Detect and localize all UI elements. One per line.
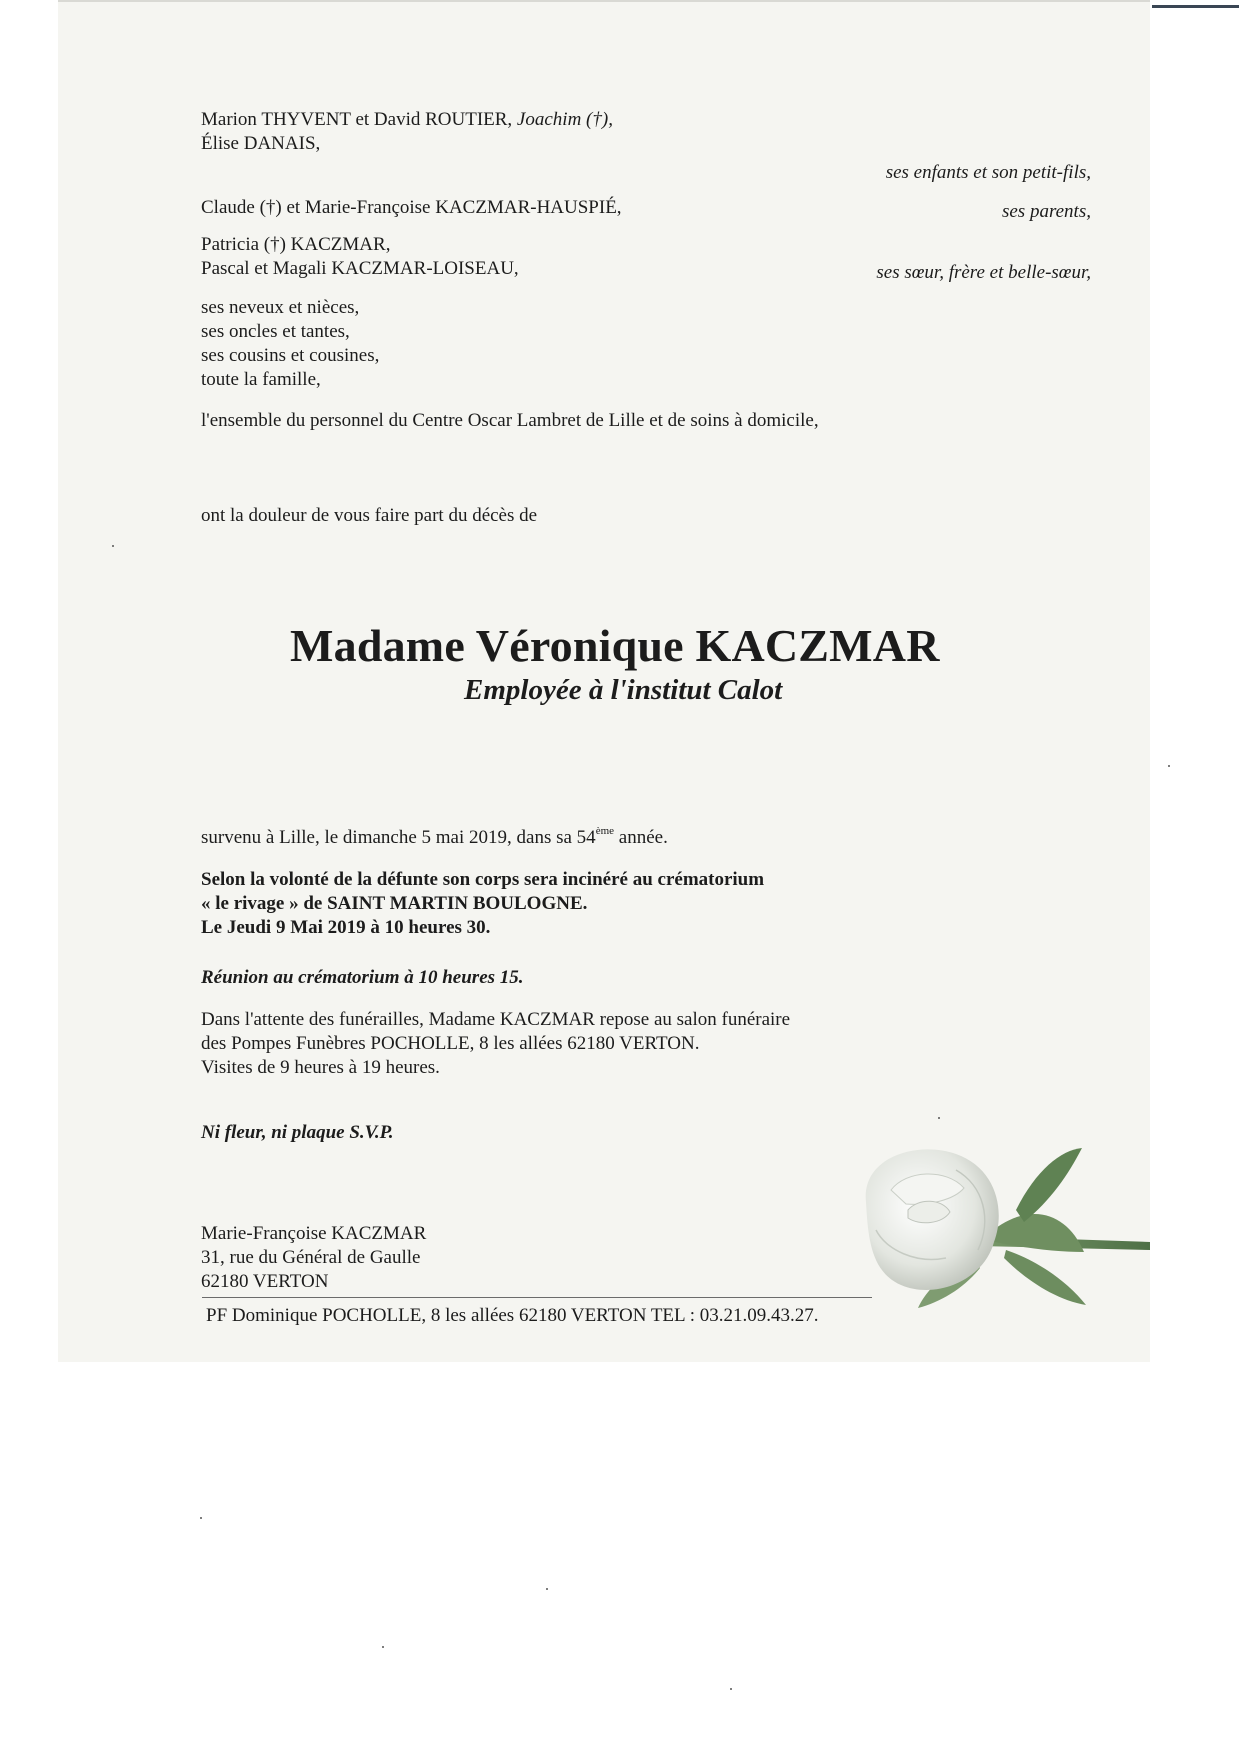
scan-speck <box>938 1117 940 1119</box>
footer-divider <box>202 1297 872 1298</box>
all-family-line: toute la famille, <box>201 369 321 390</box>
family-line-2: Élise DANAIS, <box>201 133 321 154</box>
rest-line-1: Dans l'attente des funérailles, Madame KACZMAR repose au salon funéraire <box>201 1009 791 1030</box>
siblings-line-1: Patricia (†) KACZMAR, <box>201 234 391 255</box>
scan-speck <box>546 1588 548 1590</box>
scan-edge-mark <box>1152 5 1239 8</box>
family-names-italic: Joachim (†), <box>516 109 613 130</box>
cremation-line-3: Le Jeudi 9 Mai 2019 à 10 heures 30. <box>201 917 491 938</box>
uncles-line: ses oncles et tantes, <box>201 321 350 342</box>
children-role: ses enfants et son petit-fils, <box>885 162 1091 183</box>
death-line <box>201 826 668 850</box>
address-city: 62180 VERTON <box>201 1271 329 1292</box>
visits-line: Visites de 9 heures à 19 heures. <box>201 1057 440 1078</box>
scan-speck <box>200 1517 202 1519</box>
scan-speck <box>1168 765 1170 767</box>
white-rose-icon <box>846 1140 1150 1310</box>
parents-role: ses parents, <box>1001 201 1091 222</box>
scan-speck <box>382 1646 384 1648</box>
family-names-text: Marion THYVENT et David ROUTIER, <box>201 109 517 130</box>
family-line-1 <box>201 108 613 132</box>
cremation-line-1: Selon la volonté de la défunte son corps sera incinéré au crématorium <box>201 869 765 890</box>
siblings-line-2: Pascal et Magali KACZMAR-LOISEAU, <box>201 258 519 279</box>
death-text: survenu à Lille, le dimanche 5 mai 2019, dans sa 54 <box>201 827 596 848</box>
flowers-line: Ni fleur, ni plaque S.V.P. <box>201 1122 394 1143</box>
cousins-line: ses cousins et cousines, <box>201 345 380 366</box>
address-street: 31, rue du Général de Gaulle <box>201 1247 421 1268</box>
announcement-line: ont la douleur de vous faire part du décès de <box>201 505 538 526</box>
parents-line: Claude (†) et Marie-Françoise KACZMAR-HAUSPIÉ, <box>201 197 622 218</box>
staff-line: l'ensemble du personnel du Centre Oscar Lambret de Lille et de soins à domicile, <box>201 410 819 431</box>
siblings-role: ses sœur, frère et belle-sœur, <box>876 262 1091 283</box>
death-end: année. <box>614 827 668 848</box>
scan-speck <box>112 545 114 547</box>
nephews-line: ses neveux et nièces, <box>201 297 360 318</box>
deceased-occupation: Employée à l'institut Calot <box>464 674 783 706</box>
address-name: Marie-Françoise KACZMAR <box>201 1223 427 1244</box>
scan-speck <box>730 1688 732 1690</box>
gathering-line: Réunion au crématorium à 10 heures 15. <box>201 967 524 988</box>
cremation-line-2: « le rivage » de SAINT MARTIN BOULOGNE. <box>201 893 588 914</box>
death-sup: ème <box>595 825 615 837</box>
deceased-name: Madame Véronique KACZMAR <box>290 620 940 671</box>
funeral-home-footer: PF Dominique POCHOLLE, 8 les allées 62180 VERTON TEL : 03.21.09.43.27. <box>206 1305 819 1326</box>
rest-line-2: des Pompes Funèbres POCHOLLE, 8 les allées 62180 VERTON. <box>201 1033 700 1054</box>
